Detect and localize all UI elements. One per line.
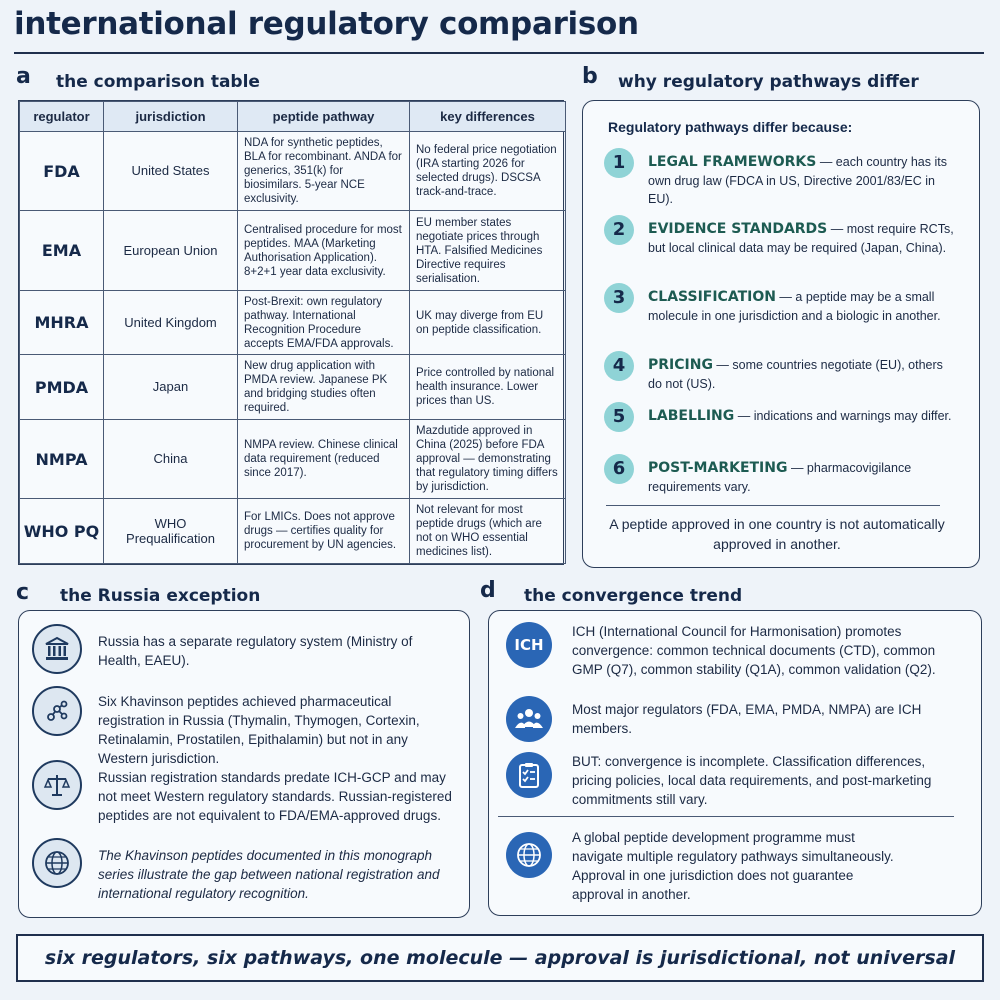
summary-banner: six regulators, six pathways, one molecule — approval is jurisdictional, not universal <box>16 934 984 982</box>
panel-b-footer: A peptide approved in one country is not automatically approved in another. <box>609 516 945 552</box>
reason-item <box>604 215 954 271</box>
regulator-cell: WHO PQ <box>20 499 104 564</box>
convergence-point-text: BUT: convergence is incomplete. Classification differences, pricing policies, local data requirements, and post-marketing commitments still vary. <box>572 754 932 808</box>
reason-item <box>604 454 954 498</box>
panel-b-title: why regulatory pathways differ <box>618 72 919 92</box>
reason-text: — indications and warnings may differ. <box>734 409 952 423</box>
globe-icon <box>32 838 82 888</box>
reason-key: EVIDENCE STANDARDS <box>648 221 828 237</box>
header-key-differences: key differences <box>410 102 566 132</box>
reason-key: LEGAL FRAMEWORKS <box>648 154 817 170</box>
number-badge: 1 <box>604 148 634 178</box>
jurisdiction-cell: United States <box>104 132 238 211</box>
reason-item <box>604 148 954 204</box>
jurisdiction-cell: WHO Prequalification <box>104 499 238 564</box>
table-row <box>20 211 566 290</box>
regulator-cell: FDA <box>20 132 104 211</box>
reason-text: — a peptide may be a small molecule in one jurisdiction and a biologic in another. <box>648 290 941 323</box>
number-badge: 2 <box>604 215 634 245</box>
reason-text: — most require RCTs, but local clinical data may be required (Japan, China). <box>648 222 954 255</box>
russia-point-text: Six Khavinson peptides achieved pharmaceutical registration in Russia (Thymalin, Thymogen, Cortexin, Retinalamin, Prostatilen, Epithalamin) but not in any Western jurisdiction. <box>98 694 420 767</box>
ich-badge-icon <box>506 622 552 668</box>
reason-key: LABELLING <box>648 408 735 424</box>
header-peptide-pathway: peptide pathway <box>238 102 410 132</box>
russia-point-text: Russian registration standards predate ICH-GCP and may not meet Western regulatory standards. Russian-registered peptides are not equivalent to FDA/EMA-approved drugs. <box>98 770 452 824</box>
molecule-icon <box>32 686 82 736</box>
differences-cell: Mazdutide approved in China (2025) before FDA approval — demonstrating that regulatory timing differs by jurisdiction. <box>410 419 566 498</box>
table-header-row <box>20 102 566 132</box>
differences-cell: No federal price negotiation (IRA starting 2026 for selected drugs). DSCSA track-and-trace. <box>410 132 566 211</box>
jurisdiction-cell: European Union <box>104 211 238 290</box>
regulator-cell: NMPA <box>20 419 104 498</box>
regulator-cell: PMDA <box>20 355 104 420</box>
convergence-point-text: ICH (International Council for Harmonisation) promotes convergence: common technical documents (CTD), common GMP (Q7), common stability (Q1A), common validation (Q2). <box>572 624 936 678</box>
people-group-icon <box>506 696 552 742</box>
jurisdiction-cell: China <box>104 419 238 498</box>
reasons-intro: Regulatory pathways differ because: <box>608 119 853 135</box>
differences-cell: Price controlled by national health insurance. Lower prices than US. <box>410 355 566 420</box>
number-badge: 3 <box>604 283 634 313</box>
number-badge: 4 <box>604 351 634 381</box>
header-jurisdiction: jurisdiction <box>104 102 238 132</box>
list-item <box>506 696 956 742</box>
reason-key: PRICING <box>648 357 713 373</box>
panel-d-letter: d <box>480 578 496 603</box>
panel-c-title: the Russia exception <box>60 586 261 606</box>
number-badge: 6 <box>604 454 634 484</box>
list-item <box>32 686 452 767</box>
regulator-cell: MHRA <box>20 290 104 355</box>
list-item <box>32 838 452 904</box>
ich-badge-label: ICH <box>514 636 544 654</box>
government-building-icon <box>32 624 82 674</box>
convergence-point-text: A global peptide development programme must navigate multiple regulatory pathways simultaneously. Approval in one jurisdiction does not guarantee approval in another. <box>572 830 894 903</box>
pathway-cell: NMPA review. Chinese clinical data requirement (reduced since 2017). <box>238 419 410 498</box>
table-row <box>20 290 566 355</box>
reason-text: — pharmacovigilance requirements vary. <box>648 461 912 494</box>
regulator-cell: EMA <box>20 211 104 290</box>
list-item <box>506 752 956 810</box>
checklist-icon <box>506 752 552 798</box>
panel-a-title: the comparison table <box>56 72 260 92</box>
reason-key: CLASSIFICATION <box>648 289 776 305</box>
list-item <box>32 760 452 826</box>
jurisdiction-cell: Japan <box>104 355 238 420</box>
globe-icon <box>506 832 552 878</box>
panel-c-letter: c <box>16 580 30 605</box>
russia-point-text: The Khavinson peptides documented in this monograph series illustrate the gap between national registration and international regulatory recognition. <box>98 848 440 902</box>
panel-b-letter: b <box>582 64 598 89</box>
comparison-table <box>18 100 564 565</box>
russia-point-text: Russia has a separate regulatory system (Ministry of Health, EAEU). <box>98 634 413 669</box>
panel-d-divider <box>498 816 954 817</box>
header-regulator: regulator <box>20 102 104 132</box>
table-row <box>20 132 566 211</box>
title-divider <box>14 52 984 54</box>
list-item <box>32 624 452 674</box>
table-row <box>20 499 566 564</box>
table-row <box>20 355 566 420</box>
list-item <box>506 828 956 904</box>
reason-text: — each country has its own drug law (FDCA in US, Directive 2001/83/EC in EU). <box>648 155 947 206</box>
convergence-point-text: Most major regulators (FDA, EMA, PMDA, NMPA) are ICH members. <box>572 702 922 737</box>
reason-item <box>604 283 954 339</box>
page-title: international regulatory comparison <box>14 6 639 42</box>
differences-cell: Not relevant for most peptide drugs (which are not on WHO essential medicines list). <box>410 499 566 564</box>
pathway-cell: New drug application with PMDA review. Japanese PK and bridging studies often required. <box>238 355 410 420</box>
pathway-cell: NDA for synthetic peptides, BLA for recombinant. ANDA for generics, 351(k) for biosimilars. 5-year NCE exclusivity. <box>238 132 410 211</box>
reason-item <box>604 351 954 395</box>
panel-d-title: the convergence trend <box>524 586 743 606</box>
number-badge: 5 <box>604 402 634 432</box>
pathway-cell: Centralised procedure for most peptides. MAA (Marketing Authorisation Application). 8+2+1 year data exclusivity. <box>238 211 410 290</box>
differences-cell: UK may diverge from EU on peptide classification. <box>410 290 566 355</box>
pathway-cell: For LMICs. Does not approve drugs — certifies quality for procurement by UN agencies. <box>238 499 410 564</box>
table-row <box>20 419 566 498</box>
panel-b-divider <box>606 505 940 506</box>
reason-item <box>604 402 954 446</box>
reason-text: — some countries negotiate (EU), others do not (US). <box>648 358 943 391</box>
pathway-cell: Post-Brexit: own regulatory pathway. International Recognition Procedure accepts EMA/FDA approvals. <box>238 290 410 355</box>
jurisdiction-cell: United Kingdom <box>104 290 238 355</box>
differences-cell: EU member states negotiate prices through HTA. Falsified Medicines Directive requires serialisation. <box>410 211 566 290</box>
reason-key: POST-MARKETING <box>648 460 788 476</box>
panel-a-letter: a <box>16 64 31 89</box>
list-item <box>506 622 956 688</box>
scales-icon <box>32 760 82 810</box>
